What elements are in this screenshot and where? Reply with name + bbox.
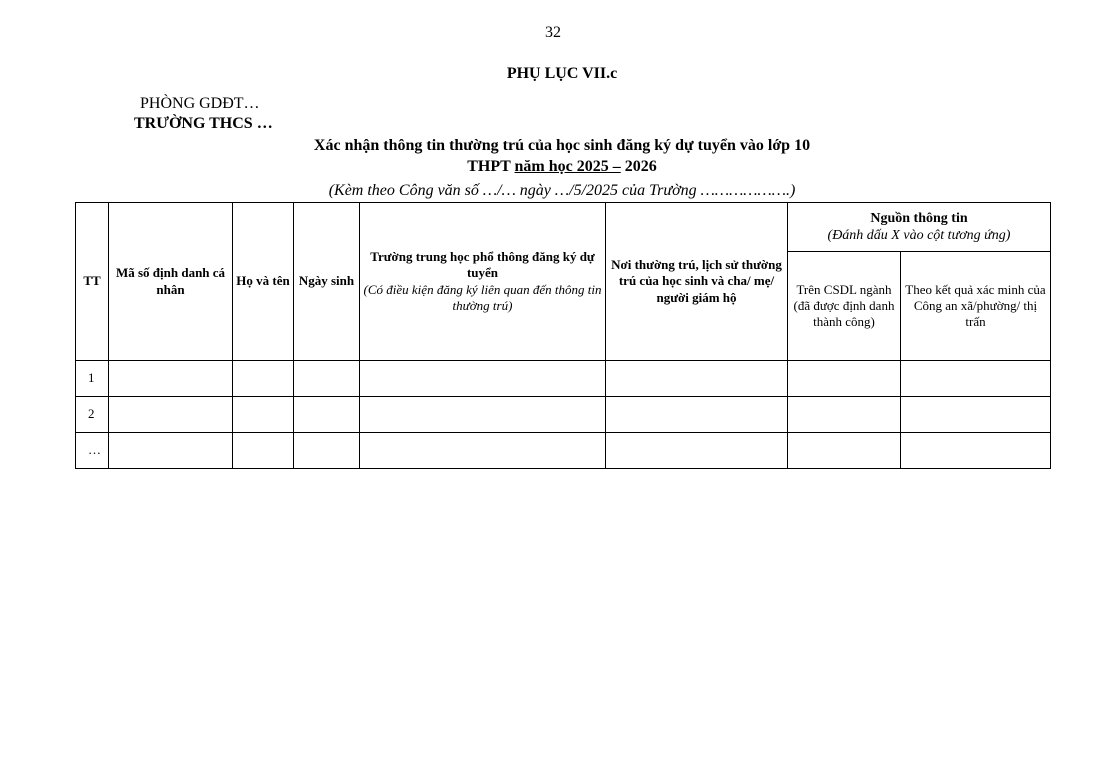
source-police-label: Theo kết quả xác minh của Công an xã/phường/ thị trấn: [905, 281, 1046, 330]
page-number: 32: [545, 24, 561, 41]
cell-source-csdl[interactable]: [788, 397, 901, 433]
header-date-of-birth: Ngày sinh: [294, 203, 360, 361]
cell-source-csdl[interactable]: [788, 361, 901, 397]
information-source-label: Nguồn thông tin: [870, 210, 968, 226]
cell-registered-school[interactable]: [360, 433, 606, 469]
registered-school-note: (Có điều kiện đăng ký liên quan đến thông tin thường trú): [363, 281, 602, 313]
header-personal-id: Mã số định danh cá nhân: [109, 203, 233, 361]
cell-source-police[interactable]: [901, 433, 1051, 469]
cell-registered-school[interactable]: [360, 361, 606, 397]
cell-date-of-birth[interactable]: [294, 361, 360, 397]
source-csdl-label: Trên CSDL ngành (đã được định danh thành công): [793, 281, 895, 330]
header-information-source: [788, 203, 1051, 252]
cell-source-csdl[interactable]: [788, 433, 901, 469]
header-full-name: Họ và tên: [233, 203, 294, 361]
cell-source-police[interactable]: [901, 361, 1051, 397]
table-row: [76, 361, 1051, 397]
header-source-police: [901, 252, 1051, 361]
cell-full-name[interactable]: [233, 397, 294, 433]
cell-source-police[interactable]: [901, 397, 1051, 433]
information-source-note: (Đánh dấu X vào cột tương ứng): [827, 228, 1011, 243]
header-registered-school: [360, 203, 606, 361]
title-prefix: THPT: [467, 158, 515, 175]
table-row: [76, 397, 1051, 433]
cell-residence[interactable]: [606, 433, 788, 469]
row-number: …: [76, 433, 109, 469]
cell-personal-id[interactable]: [109, 433, 233, 469]
residence-confirmation-table: [75, 202, 1051, 469]
cell-full-name[interactable]: [233, 361, 294, 397]
school-label: TRƯỜNG THCS …: [134, 115, 273, 132]
row-number: 1: [76, 361, 109, 397]
cell-full-name[interactable]: [233, 433, 294, 469]
attachment-note: (Kèm theo Công văn số …/… ngày …/5/2025 của Trường ……………….): [328, 182, 796, 199]
cell-residence[interactable]: [606, 397, 788, 433]
cell-date-of-birth[interactable]: [294, 397, 360, 433]
row-number: 2: [76, 397, 109, 433]
document-title-line2: [0, 158, 1106, 176]
title-suffix: 2026: [620, 158, 657, 175]
cell-personal-id[interactable]: [109, 397, 233, 433]
table-row: [76, 433, 1051, 469]
document-title-line1: Xác nhận thông tin thường trú của học sinh đăng ký dự tuyển vào lớp 10: [313, 137, 811, 154]
header-residence: Nơi thường trú, lịch sử thường trú của học sinh và cha/ mẹ/ người giám hộ: [606, 203, 788, 361]
appendix-title: PHỤ LỤC VII.c: [506, 65, 618, 82]
cell-date-of-birth[interactable]: [294, 433, 360, 469]
title-school-year: năm học 2025 –: [514, 158, 621, 175]
department-label: PHÒNG GDĐT…: [140, 95, 260, 112]
header-source-csdl: [788, 252, 901, 361]
header-tt: TT: [76, 203, 109, 361]
cell-personal-id[interactable]: [109, 361, 233, 397]
cell-residence[interactable]: [606, 361, 788, 397]
cell-registered-school[interactable]: [360, 397, 606, 433]
registered-school-label: Trường trung học phổ thông đăng ký dự tuyển: [370, 249, 595, 281]
